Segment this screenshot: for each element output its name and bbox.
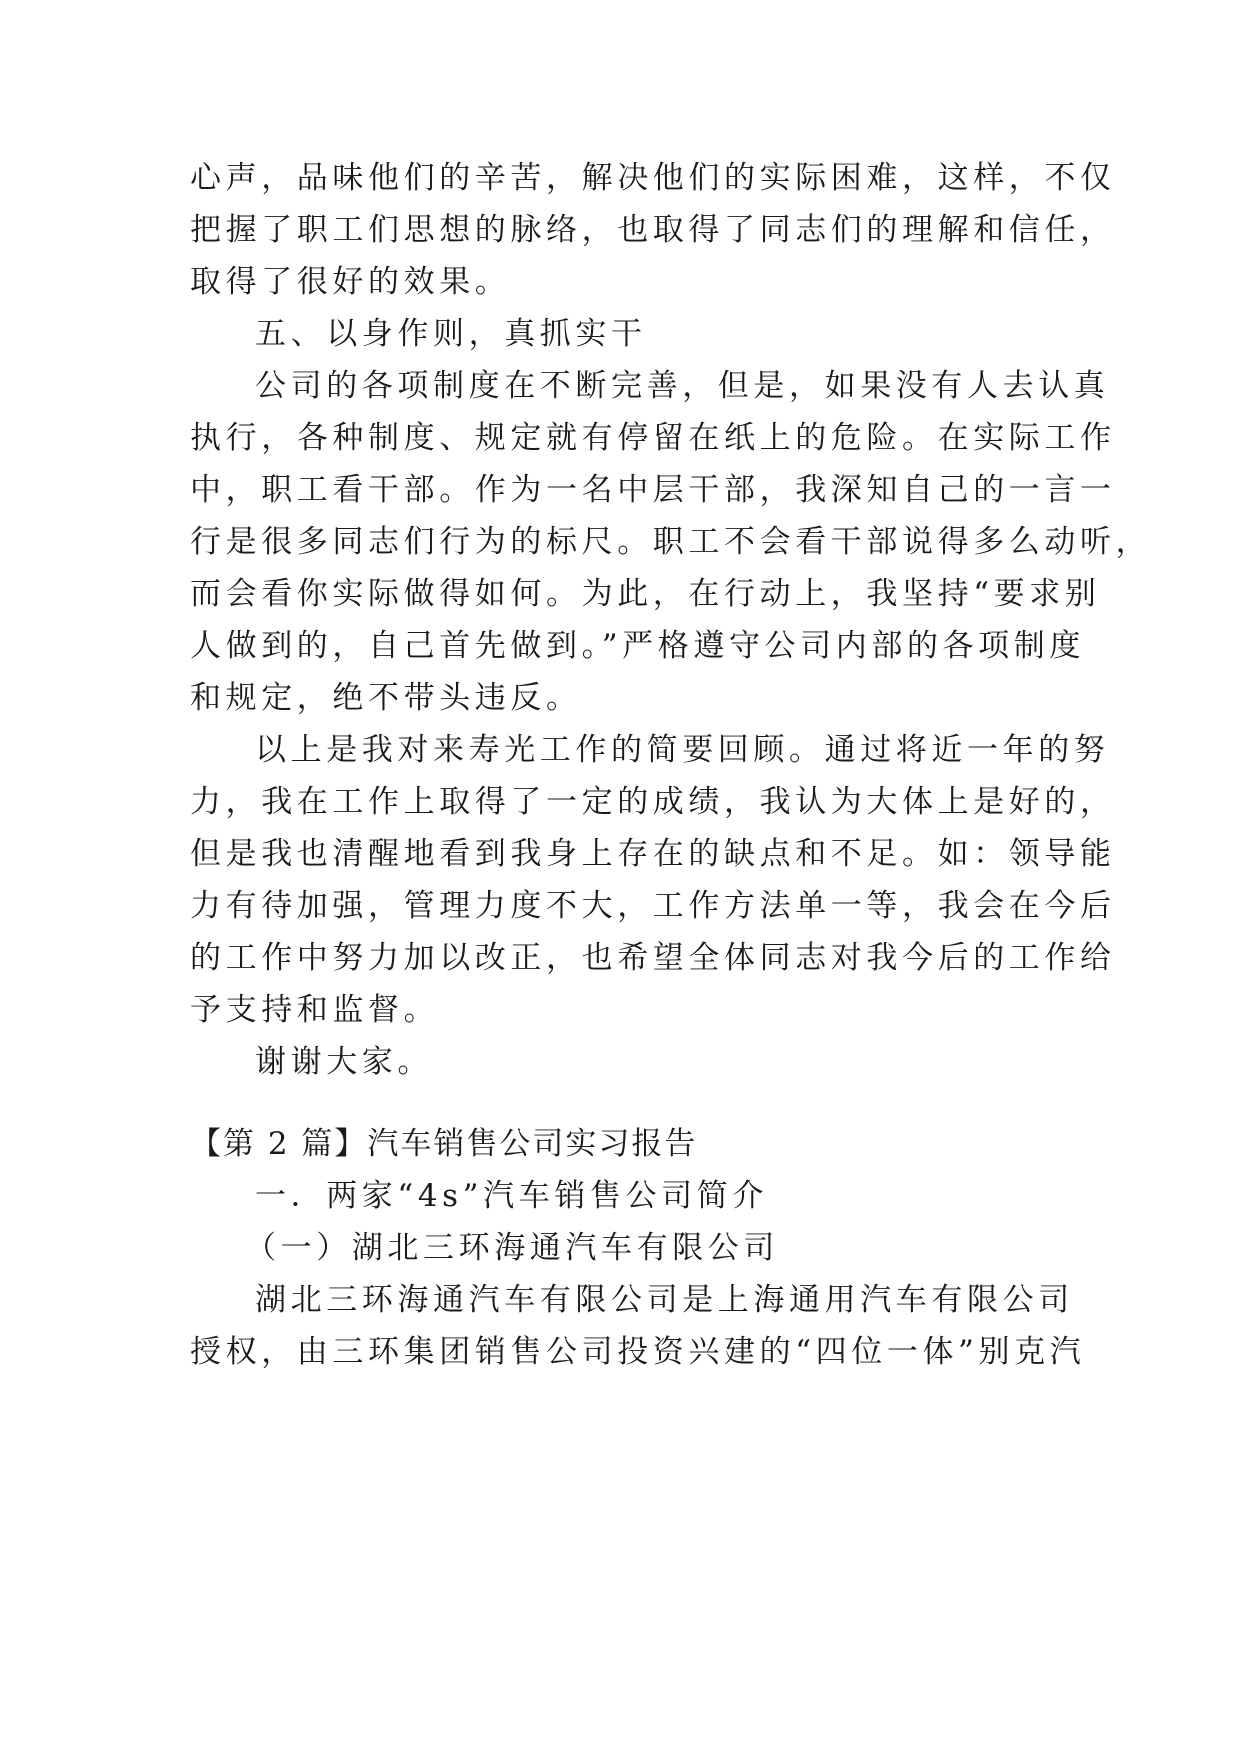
body-text-line: 授权，由三环集团销售公司投资兴建的“四位一体”别克汽 — [190, 1334, 1086, 1370]
body-text-line: 湖北三环海通汽车有限公司是上海通用汽车有限公司 — [255, 1282, 1074, 1318]
article-title: 【第 2 篇】汽车销售公司实习报告 — [190, 1126, 698, 1162]
body-text-line: 中，职工看干部。作为一名中层干部，我深知自己的一言一 — [190, 472, 1116, 508]
body-text-line: 力有待加强，管理力度不大，工作方法单一等，我会在今后 — [190, 888, 1116, 924]
body-text-line: 执行，各种制度、规定就有停留在纸上的危险。在实际工作 — [190, 420, 1116, 456]
body-text-line: 公司的各项制度在不断完善，但是，如果没有人去认真 — [255, 368, 1110, 404]
body-text-line: 取得了很好的效果。 — [190, 264, 511, 300]
body-text-line: 力，我在工作上取得了一定的成绩，我认为大体上是好的， — [190, 784, 1116, 820]
body-text-line: 予支持和监督。 — [190, 992, 440, 1028]
body-text-line: 但是我也清醒地看到我身上存在的缺点和不足。如：领导能 — [190, 836, 1116, 872]
body-text-line: 而会看你实际做得如何。为此，在行动上，我坚持“要求别 — [190, 576, 1101, 612]
body-text-line: 和规定，绝不带头违反。 — [190, 680, 582, 716]
section-heading: 一．两家“4s”汽车销售公司简介 — [255, 1178, 768, 1214]
body-text-line: 把握了职工们思想的脉络，也取得了同志们的理解和信任， — [190, 212, 1116, 248]
body-text-line: 人做到的，自己首先做到。”严格遵守公司内部的各项制度 — [190, 628, 1085, 664]
body-text-line: 谢谢大家。 — [255, 1044, 433, 1080]
section-heading: 五、以身作则，真抓实干 — [255, 316, 647, 352]
subsection-heading: （一）湖北三环海通汽车有限公司 — [245, 1230, 779, 1266]
body-text-line: 以上是我对来寿光工作的简要回顾。通过将近一年的努 — [255, 732, 1110, 768]
body-text-line: 心声，品味他们的辛苦，解决他们的实际困难，这样，不仅 — [190, 160, 1116, 196]
body-text-line: 的工作中努力加以改正，也希望全体同志对我今后的工作给 — [190, 940, 1116, 976]
body-text-line: 行是很多同志们行为的标尺。职工不会看干部说得多么动听， — [190, 524, 1152, 560]
